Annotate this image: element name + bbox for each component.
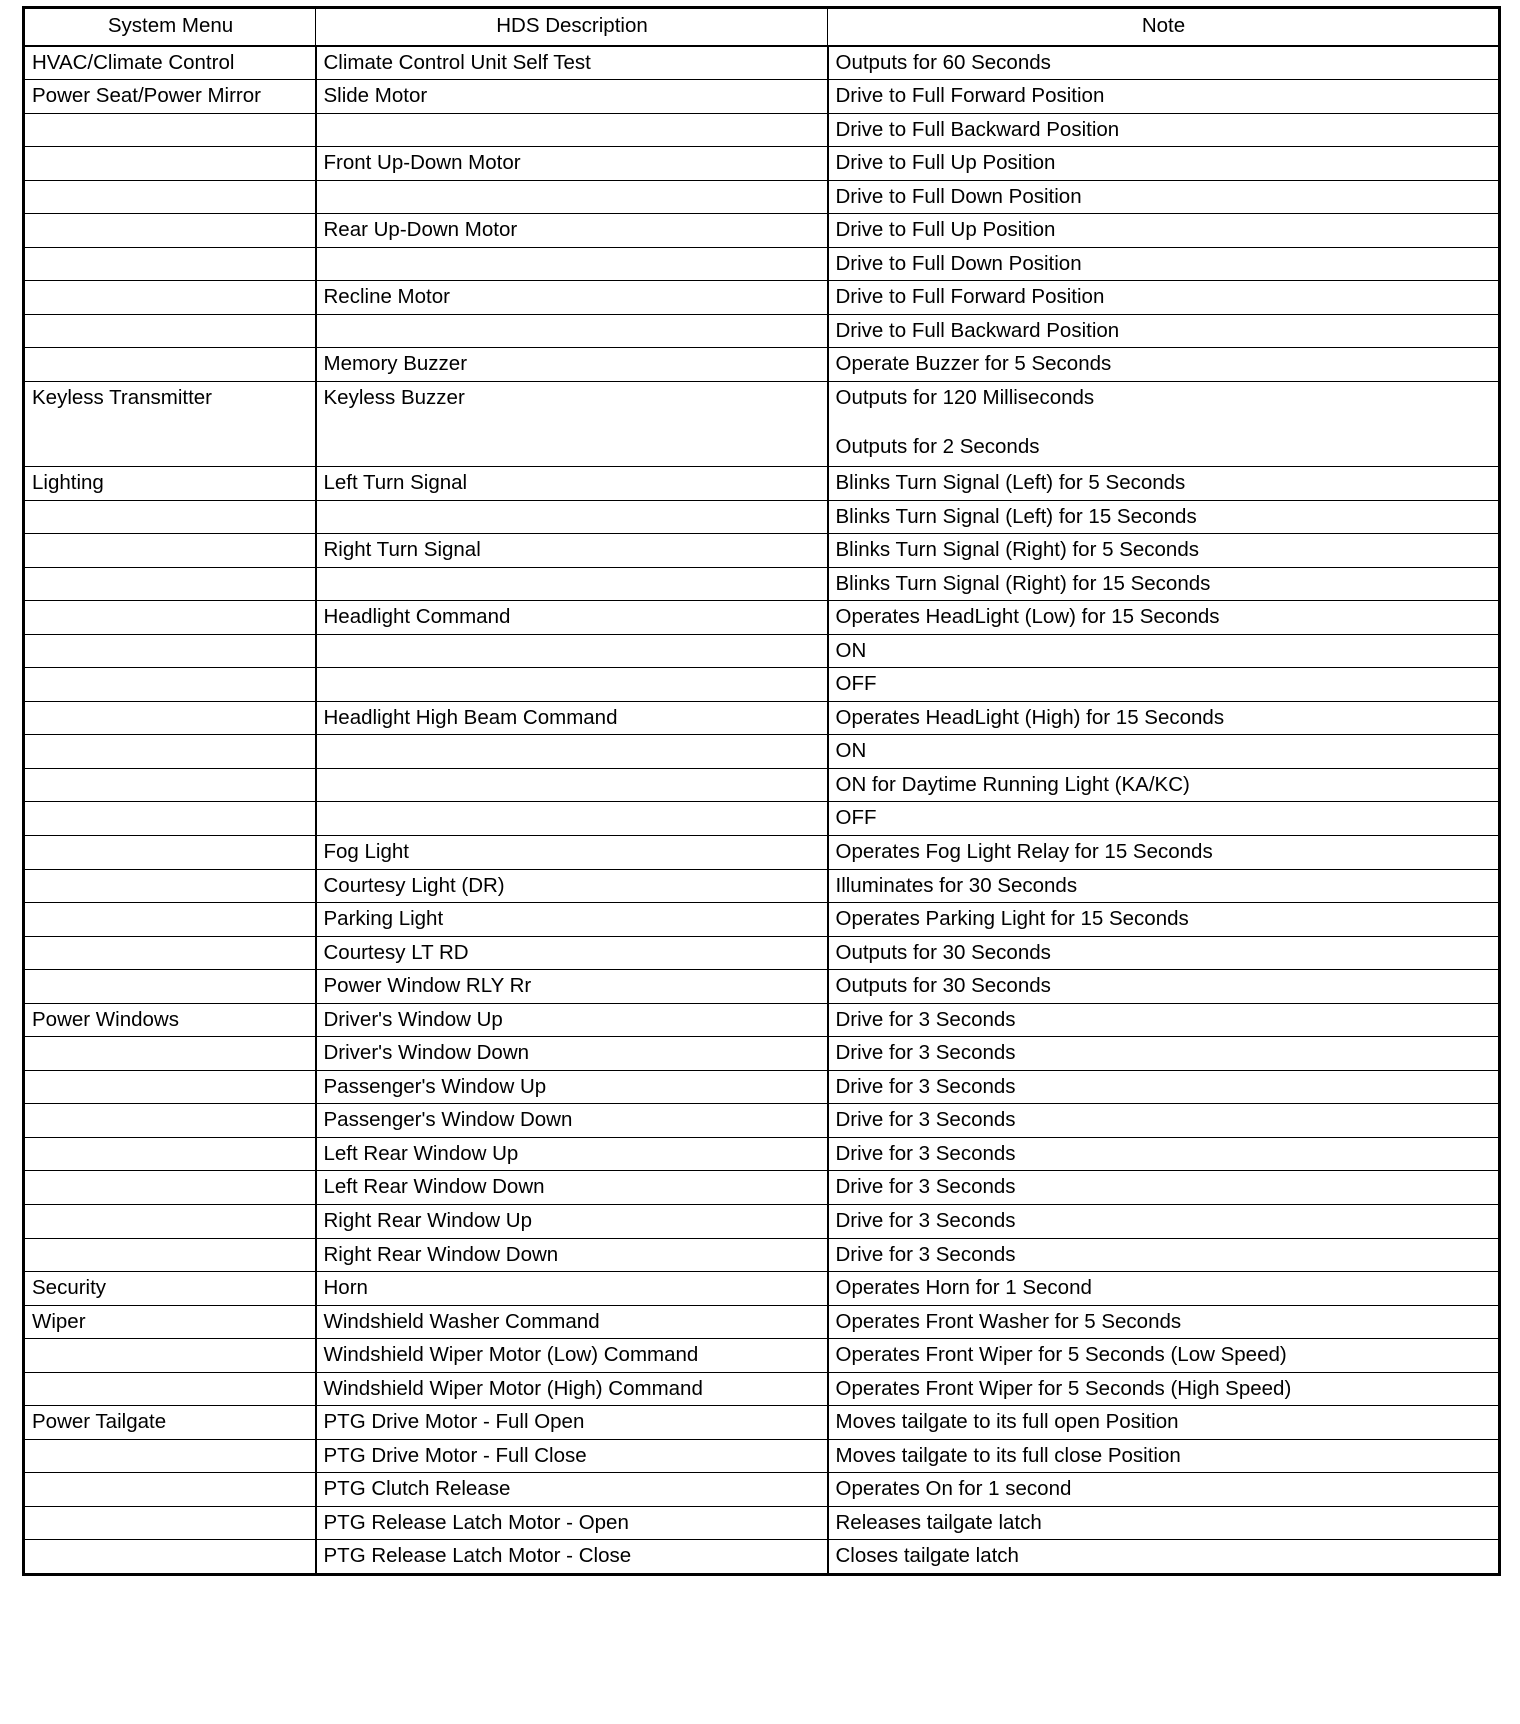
cell-system-menu: [24, 500, 316, 534]
table-row: [24, 1540, 1500, 1575]
cell-note: Outputs for 60 Seconds: [828, 46, 1500, 80]
cell-note: Drive for 3 Seconds: [828, 1003, 1500, 1037]
table-row: [24, 180, 1500, 214]
cell-system-menu: [24, 835, 316, 869]
cell-note: Drive to Full Backward Position: [828, 113, 1500, 147]
cell-system-menu: [24, 701, 316, 735]
cell-note: [828, 381, 1500, 466]
cell-hds-description: Passenger's Window Up: [316, 1070, 828, 1104]
cell-hds-description: PTG Drive Motor - Full Open: [316, 1406, 828, 1440]
column-header-system-menu: System Menu: [24, 8, 316, 46]
cell-hds-description: Windshield Washer Command: [316, 1305, 828, 1339]
table-row: [24, 634, 1500, 668]
cell-note: Moves tailgate to its full close Position: [828, 1439, 1500, 1473]
cell-note: Releases tailgate latch: [828, 1506, 1500, 1540]
cell-note: Drive for 3 Seconds: [828, 1104, 1500, 1138]
cell-hds-description: Recline Motor: [316, 281, 828, 315]
table-row: [24, 701, 1500, 735]
cell-note: Drive for 3 Seconds: [828, 1070, 1500, 1104]
cell-hds-description: Driver's Window Down: [316, 1037, 828, 1071]
cell-hds-description: PTG Release Latch Motor - Close: [316, 1540, 828, 1575]
cell-system-menu: [24, 1238, 316, 1272]
cell-system-menu: Lighting: [24, 466, 316, 500]
cell-note: Drive to Full Up Position: [828, 147, 1500, 181]
table-row: [24, 1205, 1500, 1239]
cell-note: Drive to Full Down Position: [828, 180, 1500, 214]
cell-hds-description: Driver's Window Up: [316, 1003, 828, 1037]
cell-system-menu: [24, 1205, 316, 1239]
cell-system-menu: Keyless Transmitter: [24, 381, 316, 466]
table-row: [24, 113, 1500, 147]
cell-system-menu: [24, 1137, 316, 1171]
cell-note: Drive to Full Down Position: [828, 247, 1500, 281]
table-row: [24, 903, 1500, 937]
cell-note: Operate Buzzer for 5 Seconds: [828, 348, 1500, 382]
cell-system-menu: [24, 1439, 316, 1473]
cell-hds-description: [316, 735, 828, 769]
table-row: [24, 534, 1500, 568]
cell-note: OFF: [828, 802, 1500, 836]
cell-system-menu: [24, 214, 316, 248]
cell-system-menu: [24, 1506, 316, 1540]
cell-system-menu: [24, 113, 316, 147]
cell-note: Illuminates for 30 Seconds: [828, 869, 1500, 903]
table-row: [24, 1037, 1500, 1071]
table-row: [24, 500, 1500, 534]
cell-system-menu: [24, 147, 316, 181]
cell-note: Closes tailgate latch: [828, 1540, 1500, 1575]
cell-note: OFF: [828, 668, 1500, 702]
cell-hds-description: [316, 314, 828, 348]
cell-note: Drive to Full Backward Position: [828, 314, 1500, 348]
cell-system-menu: [24, 1540, 316, 1575]
cell-note-line-2: Outputs for 2 Seconds: [835, 434, 1040, 458]
cell-system-menu: [24, 534, 316, 568]
table-row: [24, 1372, 1500, 1406]
table-body: [24, 46, 1500, 1575]
cell-system-menu: [24, 735, 316, 769]
cell-system-menu: [24, 668, 316, 702]
cell-system-menu: [24, 634, 316, 668]
cell-hds-description: [316, 500, 828, 534]
cell-system-menu: [24, 1473, 316, 1507]
cell-note-line-1: Outputs for 120 Milliseconds: [835, 385, 1095, 409]
cell-system-menu: [24, 348, 316, 382]
table-row: [24, 668, 1500, 702]
cell-note: Blinks Turn Signal (Left) for 5 Seconds: [828, 466, 1500, 500]
cell-hds-description: Climate Control Unit Self Test: [316, 46, 828, 80]
cell-note: Operates Front Washer for 5 Seconds: [828, 1305, 1500, 1339]
table-row: [24, 1137, 1500, 1171]
cell-note: Operates On for 1 second: [828, 1473, 1500, 1507]
cell-system-menu: HVAC/Climate Control: [24, 46, 316, 80]
cell-note: Operates Front Wiper for 5 Seconds (Low Speed): [828, 1339, 1500, 1373]
cell-hds-description: Passenger's Window Down: [316, 1104, 828, 1138]
table-row: [24, 1406, 1500, 1440]
table-header-row: [24, 8, 1500, 46]
cell-hds-description: Right Turn Signal: [316, 534, 828, 568]
cell-hds-description: [316, 634, 828, 668]
cell-note: Operates HeadLight (High) for 15 Seconds: [828, 701, 1500, 735]
cell-hds-description: Headlight Command: [316, 601, 828, 635]
cell-note: Operates Front Wiper for 5 Seconds (High Speed): [828, 1372, 1500, 1406]
cell-hds-description: Keyless Buzzer: [316, 381, 828, 466]
cell-note: Drive for 3 Seconds: [828, 1137, 1500, 1171]
cell-system-menu: Power Windows: [24, 1003, 316, 1037]
table-row: [24, 1171, 1500, 1205]
cell-note: ON: [828, 634, 1500, 668]
cell-hds-description: PTG Drive Motor - Full Close: [316, 1439, 828, 1473]
cell-system-menu: Power Seat/Power Mirror: [24, 80, 316, 114]
table-row: [24, 214, 1500, 248]
table-row: [24, 281, 1500, 315]
cell-system-menu: Security: [24, 1272, 316, 1306]
cell-system-menu: Wiper: [24, 1305, 316, 1339]
cell-note: ON for Daytime Running Light (KA/KC): [828, 768, 1500, 802]
table-row: [24, 1473, 1500, 1507]
table-row: [24, 601, 1500, 635]
table-row: [24, 768, 1500, 802]
column-header-hds-description: HDS Description: [316, 8, 828, 46]
cell-system-menu: [24, 768, 316, 802]
cell-note: Blinks Turn Signal (Right) for 5 Seconds: [828, 534, 1500, 568]
cell-note: Blinks Turn Signal (Right) for 15 Seconds: [828, 567, 1500, 601]
cell-hds-description: Slide Motor: [316, 80, 828, 114]
cell-hds-description: [316, 802, 828, 836]
table-row: [24, 1104, 1500, 1138]
cell-system-menu: [24, 314, 316, 348]
cell-system-menu: [24, 601, 316, 635]
cell-note: Drive for 3 Seconds: [828, 1238, 1500, 1272]
table-row: [24, 802, 1500, 836]
cell-hds-description: [316, 768, 828, 802]
cell-note: Operates Fog Light Relay for 15 Seconds: [828, 835, 1500, 869]
table-row: [24, 247, 1500, 281]
cell-hds-description: Rear Up-Down Motor: [316, 214, 828, 248]
cell-hds-description: Right Rear Window Up: [316, 1205, 828, 1239]
cell-hds-description: Courtesy Light (DR): [316, 869, 828, 903]
cell-note: Outputs for 30 Seconds: [828, 936, 1500, 970]
column-header-note: Note: [828, 8, 1500, 46]
cell-system-menu: [24, 567, 316, 601]
cell-note: Drive for 3 Seconds: [828, 1205, 1500, 1239]
table-row: [24, 381, 1500, 466]
cell-hds-description: [316, 668, 828, 702]
cell-system-menu: Power Tailgate: [24, 1406, 316, 1440]
cell-system-menu: [24, 281, 316, 315]
cell-system-menu: [24, 1037, 316, 1071]
table-row: [24, 970, 1500, 1004]
cell-hds-description: Left Turn Signal: [316, 466, 828, 500]
cell-hds-description: Headlight High Beam Command: [316, 701, 828, 735]
cell-hds-description: Windshield Wiper Motor (Low) Command: [316, 1339, 828, 1373]
cell-hds-description: [316, 247, 828, 281]
cell-hds-description: PTG Clutch Release: [316, 1473, 828, 1507]
cell-system-menu: [24, 869, 316, 903]
cell-note: Operates Horn for 1 Second: [828, 1272, 1500, 1306]
cell-note: Drive for 3 Seconds: [828, 1037, 1500, 1071]
cell-hds-description: Left Rear Window Up: [316, 1137, 828, 1171]
cell-system-menu: [24, 180, 316, 214]
cell-system-menu: [24, 970, 316, 1004]
cell-note: Outputs for 30 Seconds: [828, 970, 1500, 1004]
table-row: [24, 1506, 1500, 1540]
cell-system-menu: [24, 247, 316, 281]
cell-note: Blinks Turn Signal (Left) for 15 Seconds: [828, 500, 1500, 534]
cell-hds-description: Power Window RLY Rr: [316, 970, 828, 1004]
cell-system-menu: [24, 1070, 316, 1104]
cell-note: Moves tailgate to its full open Position: [828, 1406, 1500, 1440]
table-header: [24, 8, 1500, 46]
cell-system-menu: [24, 903, 316, 937]
table-row: [24, 1003, 1500, 1037]
table-row: [24, 1238, 1500, 1272]
table-row: [24, 147, 1500, 181]
hds-function-test-table: [22, 6, 1501, 1576]
cell-note: Drive to Full Forward Position: [828, 80, 1500, 114]
cell-hds-description: Fog Light: [316, 835, 828, 869]
cell-hds-description: [316, 180, 828, 214]
cell-hds-description: Memory Buzzer: [316, 348, 828, 382]
cell-note: Operates Parking Light for 15 Seconds: [828, 903, 1500, 937]
cell-hds-description: Windshield Wiper Motor (High) Command: [316, 1372, 828, 1406]
cell-note: Operates HeadLight (Low) for 15 Seconds: [828, 601, 1500, 635]
cell-hds-description: Right Rear Window Down: [316, 1238, 828, 1272]
table-row: [24, 869, 1500, 903]
cell-hds-description: [316, 113, 828, 147]
table-row: [24, 348, 1500, 382]
cell-hds-description: Parking Light: [316, 903, 828, 937]
cell-system-menu: [24, 802, 316, 836]
cell-hds-description: Front Up-Down Motor: [316, 147, 828, 181]
cell-note: Drive to Full Up Position: [828, 214, 1500, 248]
cell-system-menu: [24, 1372, 316, 1406]
table-row: [24, 1439, 1500, 1473]
cell-system-menu: [24, 936, 316, 970]
cell-hds-description: [316, 567, 828, 601]
table-row: [24, 1305, 1500, 1339]
table-row: [24, 314, 1500, 348]
table-row: [24, 1070, 1500, 1104]
table-row: [24, 1272, 1500, 1306]
cell-note: ON: [828, 735, 1500, 769]
cell-hds-description: Left Rear Window Down: [316, 1171, 828, 1205]
cell-hds-description: PTG Release Latch Motor - Open: [316, 1506, 828, 1540]
table-row: [24, 1339, 1500, 1373]
cell-note: Drive to Full Forward Position: [828, 281, 1500, 315]
table-row: [24, 735, 1500, 769]
table-row: [24, 80, 1500, 114]
table-row: [24, 835, 1500, 869]
cell-hds-description: Courtesy LT RD: [316, 936, 828, 970]
table-row: [24, 46, 1500, 80]
table-row: [24, 466, 1500, 500]
cell-system-menu: [24, 1171, 316, 1205]
cell-hds-description: Horn: [316, 1272, 828, 1306]
table-row: [24, 936, 1500, 970]
table-row: [24, 567, 1500, 601]
cell-system-menu: [24, 1339, 316, 1373]
cell-system-menu: [24, 1104, 316, 1138]
cell-note: Drive for 3 Seconds: [828, 1171, 1500, 1205]
